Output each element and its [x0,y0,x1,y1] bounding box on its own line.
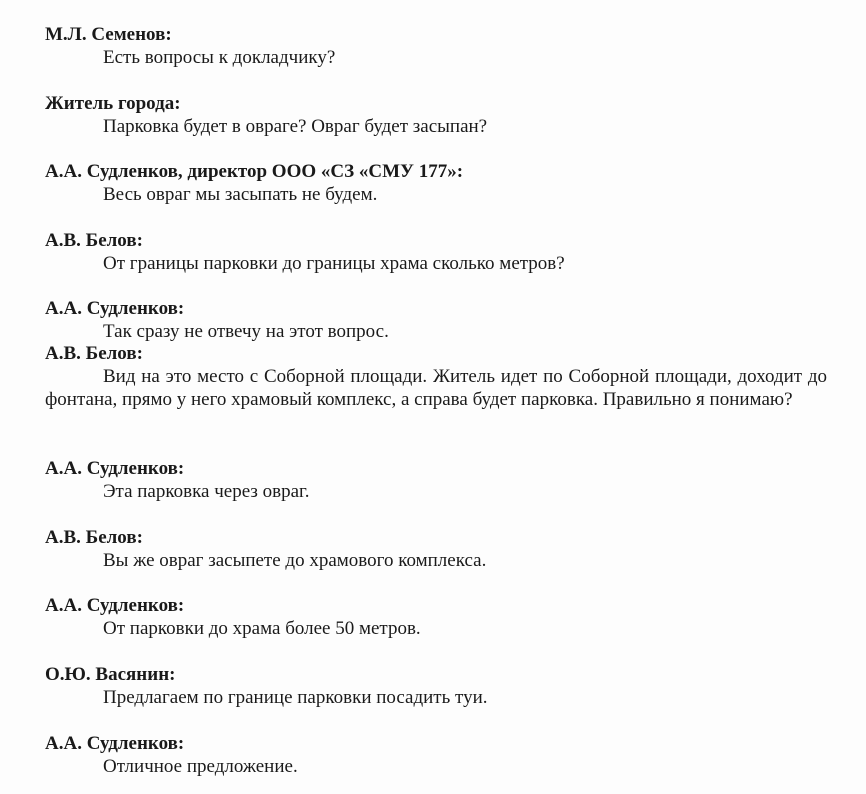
speech-text: Вы же овраг засыпете до храмового комплекса. [103,550,487,571]
speech-text: Так сразу не отвечу на этот вопрос. [103,321,389,342]
speaker-name: М.Л. Семенов: [45,24,172,45]
transcript-entry [45,733,835,778]
transcript-entry [45,161,835,206]
speech-text: Отличное предложение. [103,756,298,777]
speaker-name: Житель города: [45,93,181,114]
speech-text: Вид на это место с Соборной площади. Житель идет по Соборной площади, доходит до фонтана, прямо у него храмовый комплекс, а справа будет парковка. Правильно я понимаю? [45,366,827,410]
transcript-entry [45,343,835,411]
transcript-entry [45,298,835,343]
speech-text: Парковка будет в овраге? Овраг будет засыпан? [103,116,488,137]
transcript-entry [45,664,835,709]
speech-text: Есть вопросы к докладчику? [103,47,336,68]
speech-text: От парковки до храма более 50 метров. [103,618,421,639]
transcript-entry [45,24,835,69]
speaker-name: О.Ю. Васянин: [45,664,176,685]
speaker-name: А.В. Белов: [45,527,143,548]
transcript-entry [45,230,835,275]
speaker-name: А.А. Судленков: [45,595,185,616]
speaker-name: А.В. Белов: [45,343,143,364]
speech-text: Весь овраг мы засыпать не будем. [103,184,378,205]
transcript-entry [45,527,835,572]
speaker-name: А.А. Судленков: [45,298,185,319]
speech-text: Предлагаем по границе парковки посадить туи. [103,687,488,708]
speaker-name: А.А. Судленков, директор ООО «СЗ «СМУ 177»: [45,161,464,182]
speech-text: Эта парковка через овраг. [103,481,310,502]
transcript-entry [45,93,835,138]
speaker-name: А.А. Судленков: [45,733,185,754]
transcript-entry [45,458,835,503]
speaker-name: А.А. Судленков: [45,458,185,479]
transcript-entry [45,595,835,640]
speaker-name: А.В. Белов: [45,230,143,251]
speech-text: От границы парковки до границы храма сколько метров? [103,253,565,274]
